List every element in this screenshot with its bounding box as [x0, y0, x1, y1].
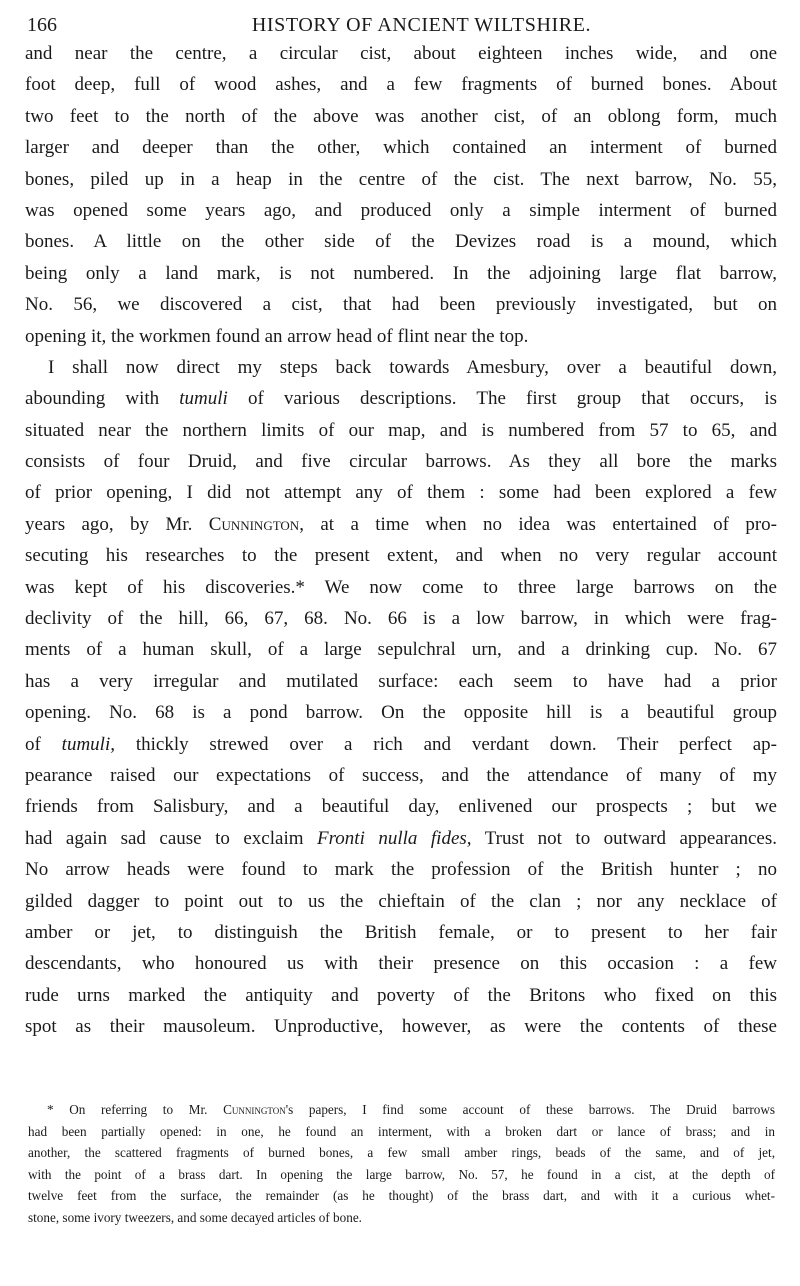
running-title: HISTORY OF ANCIENT WILTSHIRE. [251, 14, 592, 36]
text-line [25, 666, 777, 697]
text-line [25, 321, 777, 352]
text-segment: descendants, who honoured us with their presence on this occasion : a few [25, 953, 777, 975]
text-segment: ments of a human skull, of a large sepulchral urn, and a drinking cup. No. 67 [25, 639, 777, 661]
text-line [25, 258, 777, 289]
text-line [25, 729, 777, 760]
text-line [25, 383, 777, 414]
text-line [25, 697, 777, 728]
text-line [25, 352, 777, 383]
text-segment: abounding with [25, 388, 180, 410]
text-segment: twelve feet from the surface, the remainder (as he thought) of the brass dart, and with it a curious whet- [28, 1188, 775, 1204]
text-segment: of prior opening, I did not attempt any of them : some had been explored a few [25, 482, 777, 504]
text-segment: foot deep, full of wood ashes, and a few fragments of burned bones. About [25, 74, 777, 96]
text-segment: situated near the northern limits of our map, and is numbered from 57 to 65, and [25, 419, 777, 441]
text-segment: had been partially opened: in one, he found an interment, with a broken dart or lance of brass; and in [28, 1123, 775, 1139]
footnote-line [28, 1121, 775, 1143]
text-segment: pearance raised our expectations of success, and the attendance of many of my [25, 764, 777, 786]
text-line [25, 101, 777, 132]
text-line [25, 603, 777, 634]
text-segment: spot as their mausoleum. Unproductive, however, as were the contents of these [25, 1016, 777, 1038]
text-segment: two feet to the north of the above was another cist, of an oblong form, much [25, 105, 777, 127]
text-segment: gilded dagger to point out to us the chieftain of the clan ; nor any necklace of [25, 890, 777, 912]
text-segment: had again sad cause to exclaim [25, 827, 317, 849]
text-segment: No arrow heads were found to mark the profession of the British hunter ; no [25, 859, 777, 881]
text-segment: declivity of the hill, 66, 67, 68. No. 66 is a low barrow, in which were frag- [25, 608, 777, 630]
footnote-line [28, 1185, 775, 1207]
page-number: 166 [27, 14, 57, 36]
text-segment: friends from Salisbury, and a beautiful day, enlivened our prospects ; but we [25, 796, 777, 818]
text-segment: consists of four Druid, and five circular barrows. As they all bore the marks [25, 451, 777, 473]
text-segment: years ago, by Mr. [25, 513, 209, 535]
text-line [25, 886, 777, 917]
small-caps-name: Cunnington [223, 1102, 286, 1117]
text-line [25, 634, 777, 665]
text-segment: amber or jet, to distinguish the British female, or to present to her fair [25, 921, 777, 943]
text-segment: Trust not to outward appearances. [471, 827, 777, 849]
footnote-line [28, 1164, 775, 1186]
footnote [28, 1099, 775, 1229]
text-line [25, 415, 777, 446]
text-line [25, 477, 777, 508]
text-segment: and near the centre, a circular cist, about eighteen inches wide, and one [25, 43, 777, 64]
text-line [25, 854, 777, 885]
text-segment: stone, some ivory tweezers, and some decayed articles of bone. [28, 1209, 362, 1225]
text-line [25, 948, 777, 979]
text-segment: , at a time when no idea was entertained of pro- [299, 513, 777, 535]
text-segment: bones, piled up in a heap in the centre of the cist. The next barrow, No. 55, [25, 168, 777, 190]
text-line [25, 289, 777, 320]
text-segment: being only a land mark, is not numbered. In the adjoining large flat barrow, [25, 262, 777, 284]
text-segment: was opened some years ago, and produced only a simple interment of burned [25, 199, 777, 221]
text-segment: * On referring to Mr. [47, 1102, 224, 1117]
text-line [25, 69, 777, 100]
italic-text: Fronti nulla fides, [317, 827, 472, 849]
text-segment: with the point of a brass dart. In opening the large barrow, No. 57, he found in a cist, at the depth of [28, 1166, 775, 1182]
text-line [25, 132, 777, 163]
text-line [25, 446, 777, 477]
text-line [25, 760, 777, 791]
footnote-line [28, 1207, 775, 1229]
text-line [25, 164, 777, 195]
text-segment: secuting his researches to the present extent, and when no very regular account [25, 545, 777, 567]
text-line [25, 226, 777, 257]
text-segment: another, the scattered fragments of burned bones, a few small amber rings, beads of the same, and of jet, [28, 1145, 775, 1161]
text-line [25, 791, 777, 822]
text-segment: was kept of his discoveries.* We now come to three large barrows on the [25, 576, 777, 598]
text-line [25, 572, 777, 603]
italic-text: tumuli [179, 388, 228, 410]
text-segment: No. 56, we discovered a cist, that had been previously investigated, but on [25, 294, 777, 316]
text-segment: 's papers, I find some account of these barrows. The Druid barrows [285, 1102, 775, 1117]
text-line [25, 823, 777, 854]
text-line [25, 1011, 777, 1042]
text-segment: bones. A little on the other side of the Devizes road is a mound, which [25, 231, 777, 253]
text-line [25, 540, 777, 571]
text-line [25, 509, 777, 540]
text-segment: thickly strewed over a rich and verdant down. Their perfect ap- [114, 733, 777, 755]
text-segment: of [25, 733, 62, 755]
footnote-line [28, 1099, 775, 1121]
text-line [25, 917, 777, 948]
text-segment: has a very irregular and mutilated surface: each seem to have had a prior [25, 670, 777, 692]
text-line [25, 195, 777, 226]
text-segment: of various descriptions. The first group that occurs, is [227, 388, 777, 410]
text-line [25, 38, 777, 69]
text-segment: opening. No. 68 is a pond barrow. On the opposite hill is a beautiful group [25, 702, 777, 724]
body-text [25, 38, 777, 1043]
small-caps-name: Cunnington [208, 513, 300, 535]
text-segment: opening it, the workmen found an arrow head of flint near the top. [25, 325, 529, 347]
footnote-line [28, 1142, 775, 1164]
text-segment: I shall now direct my steps back towards Amesbury, over a beautiful down, [48, 356, 777, 378]
text-line [25, 980, 777, 1011]
text-segment: rude urns marked the antiquity and poverty of the Britons who fixed on this [25, 984, 777, 1006]
italic-text: tumuli, [61, 733, 115, 755]
text-segment: larger and deeper than the other, which contained an interment of burned [25, 137, 777, 159]
